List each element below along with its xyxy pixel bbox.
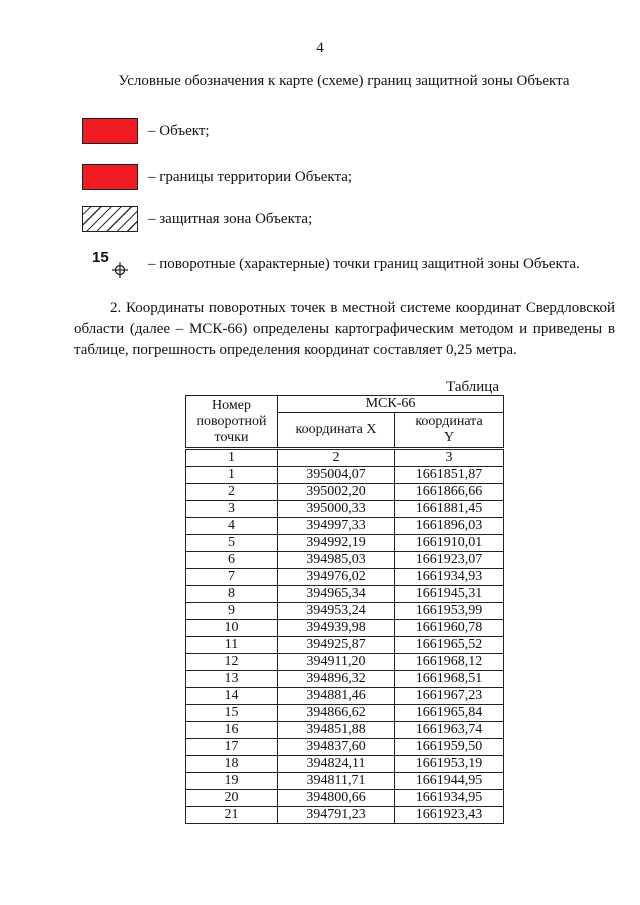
coordinate-y-cell: 1661953,19: [395, 756, 504, 773]
coordinate-y-cell: 1661968,51: [395, 671, 504, 688]
coordinate-x-cell: 395004,07: [278, 467, 395, 484]
coordinate-y-cell: 1661963,74: [395, 722, 504, 739]
coordinate-x-cell: 394800,66: [278, 790, 395, 807]
coordinate-x-cell: 394791,23: [278, 807, 395, 824]
table-row: [186, 688, 504, 705]
table-row: [186, 790, 504, 807]
table-row: [186, 773, 504, 790]
table-row: [186, 518, 504, 535]
coordinate-x-cell: 394896,32: [278, 671, 395, 688]
coordinate-y-cell: 1661896,03: [395, 518, 504, 535]
coordinate-y-cell: 1661851,87: [395, 467, 504, 484]
point-number-cell: 4: [186, 518, 278, 535]
table-row: [186, 535, 504, 552]
crosshair-icon: [112, 262, 128, 278]
table-row: [186, 671, 504, 688]
point-number-cell: 2: [186, 484, 278, 501]
page-number: 4: [316, 40, 324, 56]
coordinate-y-cell: 1661945,31: [395, 586, 504, 603]
coordinate-y-cell: 1661923,07: [395, 552, 504, 569]
coordinate-y-cell: 1661881,45: [395, 501, 504, 518]
coordinate-y-cell: 1661960,78: [395, 620, 504, 637]
coordinate-x-cell: 394824,11: [278, 756, 395, 773]
protection-zone-swatch: [82, 206, 138, 232]
point-number-cell: 12: [186, 654, 278, 671]
point-number-cell: 21: [186, 807, 278, 824]
point-number-cell: 1: [186, 467, 278, 484]
point-number-cell: 14: [186, 688, 278, 705]
table-row: [186, 620, 504, 637]
coordinate-y-cell: 1661934,95: [395, 790, 504, 807]
table-row: [186, 756, 504, 773]
coordinate-x-cell: 394866,62: [278, 705, 395, 722]
point-number: 15: [92, 249, 109, 266]
point-number-cell: 10: [186, 620, 278, 637]
legend-item-territory: [82, 162, 353, 192]
coordinate-x-cell: 395000,33: [278, 501, 395, 518]
header-point-number: Номер поворотной точки: [186, 396, 278, 449]
coordinate-x-cell: 394997,33: [278, 518, 395, 535]
point-number-cell: 3: [186, 501, 278, 518]
coordinate-x-cell: 394851,88: [278, 722, 395, 739]
header-coordinate-y: координата Y: [395, 413, 504, 449]
point-number-cell: 13: [186, 671, 278, 688]
point-number-cell: 18: [186, 756, 278, 773]
table-row: [186, 807, 504, 824]
table-caption: Таблица: [446, 379, 499, 395]
coordinate-y-cell: 1661934,93: [395, 569, 504, 586]
index-row: [186, 449, 504, 467]
point-number-cell: 7: [186, 569, 278, 586]
coordinate-x-cell: 394881,46: [278, 688, 395, 705]
coordinate-y-cell: 1661959,50: [395, 739, 504, 756]
table-row: [186, 637, 504, 654]
table-row: [186, 484, 504, 501]
point-number-cell: 20: [186, 790, 278, 807]
coordinate-x-cell: 394939,98: [278, 620, 395, 637]
table-row: [186, 739, 504, 756]
coordinate-x-cell: 394985,03: [278, 552, 395, 569]
point-number-cell: 8: [186, 586, 278, 603]
turning-point-symbol: [82, 249, 138, 279]
coordinate-x-cell: 395002,20: [278, 484, 395, 501]
point-number-cell: 17: [186, 739, 278, 756]
coordinate-x-cell: 394837,60: [278, 739, 395, 756]
coordinate-x-cell: 394953,24: [278, 603, 395, 620]
territory-swatch: [82, 164, 138, 190]
table-row: [186, 552, 504, 569]
coordinate-x-cell: 394965,34: [278, 586, 395, 603]
coordinate-y-cell: 1661910,01: [395, 535, 504, 552]
index-cell: 2: [278, 449, 395, 467]
coordinate-y-cell: 1661968,12: [395, 654, 504, 671]
table-row: [186, 722, 504, 739]
table-row: [186, 603, 504, 620]
point-number-cell: 5: [186, 535, 278, 552]
table-row: [186, 569, 504, 586]
coordinate-y-cell: 1661953,99: [395, 603, 504, 620]
coordinate-x-cell: 394911,20: [278, 654, 395, 671]
point-number-cell: 19: [186, 773, 278, 790]
coordinate-y-cell: 1661965,52: [395, 637, 504, 654]
coordinate-y-cell: 1661965,84: [395, 705, 504, 722]
coordinate-y-cell: 1661944,95: [395, 773, 504, 790]
table-row: [186, 501, 504, 518]
coordinate-x-cell: 394925,87: [278, 637, 395, 654]
point-number-cell: 6: [186, 552, 278, 569]
coordinate-x-cell: 394811,71: [278, 773, 395, 790]
table-row: [186, 467, 504, 484]
coordinate-y-cell: 1661866,66: [395, 484, 504, 501]
coordinate-y-cell: 1661923,43: [395, 807, 504, 824]
point-number-cell: 11: [186, 637, 278, 654]
legend-item-label: – защитная зона Объекта;: [148, 210, 313, 227]
coordinate-x-cell: 394976,02: [278, 569, 395, 586]
legend-item-label: – поворотные (характерные) точки границ защитной зоны Объекта.: [148, 255, 580, 272]
coordinates-paragraph: 2. Координаты поворотных точек в местной системе координат Свердловской области (далее – МСК-66) определены картографическим методом и приведены в таблице, погрешность определения координат составляет 0,25 метра.: [74, 300, 615, 358]
object-swatch: [82, 118, 138, 144]
table-row: [186, 654, 504, 671]
coordinates-table: [185, 395, 504, 824]
index-cell: 1: [186, 449, 278, 467]
table-row: [186, 705, 504, 722]
legend-item-protection-zone: [82, 204, 313, 234]
index-cell: 3: [395, 449, 504, 467]
header-coordinate-x: координата X: [278, 413, 395, 449]
legend-item-object: [82, 116, 210, 146]
point-number-cell: 16: [186, 722, 278, 739]
legend-title: Условные обозначения к карте (схеме) границ защитной зоны Объекта: [118, 73, 570, 89]
header-msk66: МСК-66: [278, 396, 504, 413]
legend-item-label: – Объект;: [148, 122, 210, 139]
coordinate-x-cell: 394992,19: [278, 535, 395, 552]
coordinate-y-cell: 1661967,23: [395, 688, 504, 705]
legend-item-turning-points: [82, 249, 580, 279]
point-number-cell: 15: [186, 705, 278, 722]
point-number-cell: 9: [186, 603, 278, 620]
legend-item-label: – границы территории Объекта;: [148, 168, 353, 185]
table-row: [186, 586, 504, 603]
